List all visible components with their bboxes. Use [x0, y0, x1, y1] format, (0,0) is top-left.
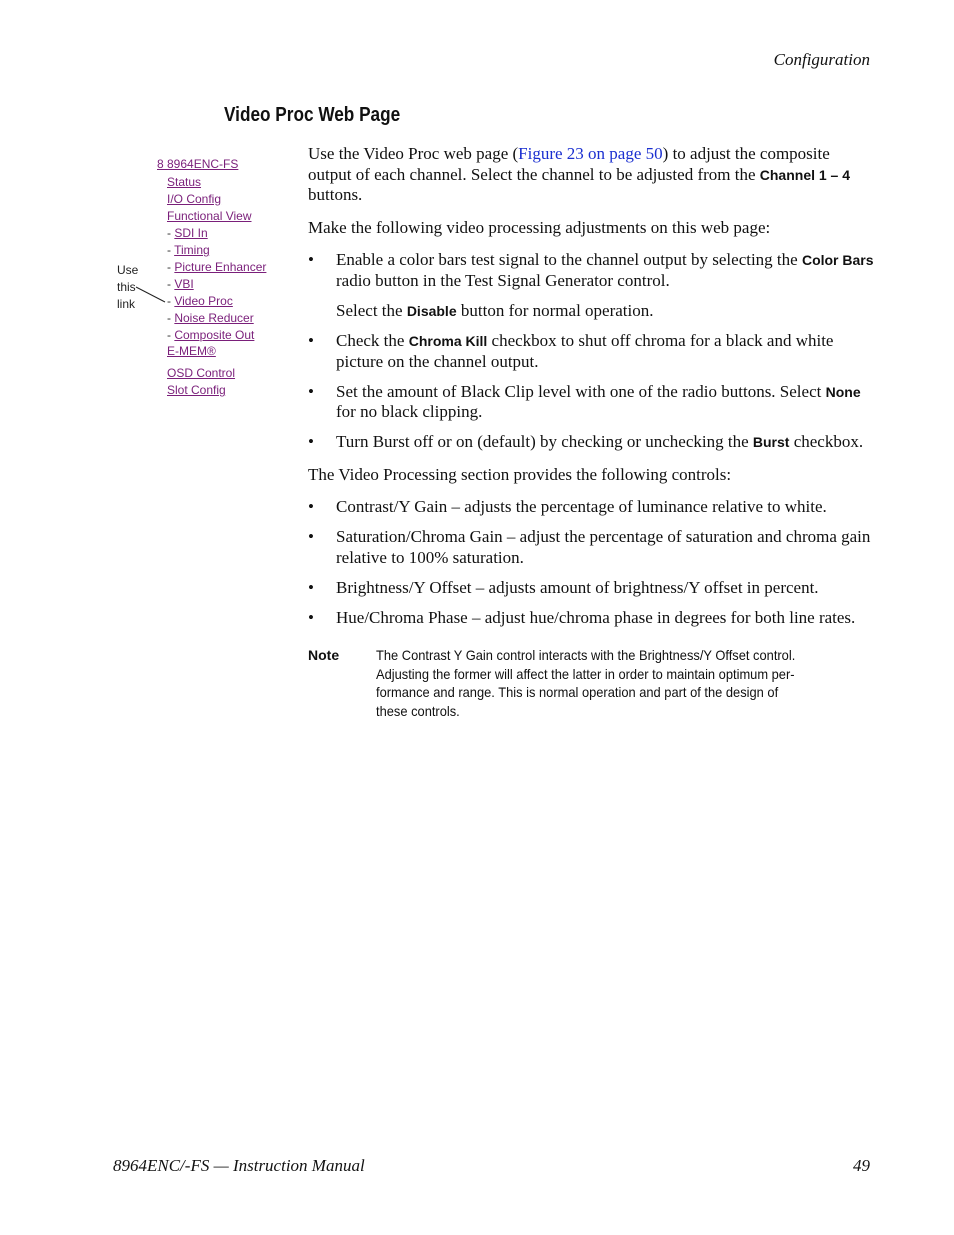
running-header: Configuration	[773, 50, 870, 69]
nav-link-sdi-in[interactable]: SDI In	[174, 226, 208, 240]
intro-text: Use the Video Proc web page (	[308, 144, 519, 163]
nav-prefix: -	[167, 226, 175, 240]
adjustment-text: Select the	[336, 301, 407, 320]
adjustment-text: Set the amount of Black Clip level with one of the radio buttons. Select	[336, 381, 826, 401]
bullet-icon: •	[308, 331, 314, 350]
callout-line-2: this	[117, 280, 136, 294]
note-label: Note	[308, 647, 340, 663]
adjustment-color-bars	[308, 250, 874, 322]
nav-link-status[interactable]: Status	[167, 175, 202, 189]
adjustment-text: for no black clipping.	[336, 402, 483, 421]
section-title: Video Proc Web Page	[224, 104, 401, 126]
note-text: The Contrast Y Gain control interacts with the Brightness/Y Offset control. Adjusting the former will affect the latter in order to maintain optimum per-formance and range. This is normal operation and part of the design of these controls.	[376, 647, 796, 719]
control-text: Hue/Chroma Phase – adjust hue/chroma phase in degrees for both line rates.	[336, 607, 856, 627]
adjustment-burst	[308, 432, 874, 453]
note-block	[308, 646, 874, 720]
nav-link-timing[interactable]: Timing	[174, 243, 210, 257]
nav-prefix: -	[167, 294, 175, 308]
channel-buttons-label: Channel 1 – 4	[759, 166, 851, 183]
nav-link-noise-reducer[interactable]: Noise Reducer	[174, 311, 254, 325]
control-brightness	[308, 578, 874, 599]
control-contrast	[308, 497, 874, 518]
nav-link-osd-control[interactable]: OSD Control	[167, 366, 236, 380]
intro-text: ) to adjust the composite output of each channel. Select the channel to be adjusted from the	[308, 144, 830, 184]
adjustment-text: Enable a color bars test signal to the channel output by selecting the	[336, 250, 802, 269]
nav-prefix: -	[167, 243, 175, 257]
bullet-icon: •	[308, 250, 314, 269]
disable-label: Disable	[406, 303, 457, 319]
bullet-icon: •	[308, 432, 314, 451]
intro-text: buttons.	[308, 185, 363, 204]
nav-prefix: -	[167, 260, 175, 274]
make-following-paragraph: Make the following video processing adjustments on this web page:	[308, 217, 771, 237]
adjustment-text: Turn Burst off or on (default) by checking or unchecking the	[336, 432, 753, 451]
adjustment-text: button for normal operation.	[456, 301, 654, 320]
color-bars-label: Color Bars	[801, 252, 874, 268]
control-hue	[308, 608, 874, 629]
control-saturation	[308, 527, 874, 568]
callout-line-3: link	[117, 297, 136, 311]
none-label: None	[825, 383, 861, 400]
nav-figure	[110, 156, 300, 406]
nav-link-e-mem[interactable]: E-MEM®	[167, 344, 216, 358]
bullet-icon: •	[308, 607, 314, 627]
nav-link-slot-config[interactable]: Slot Config	[167, 383, 226, 397]
adjustment-black-clip	[308, 382, 874, 423]
adjustments-list	[308, 250, 874, 453]
controls-list	[308, 497, 874, 628]
nav-prefix: -	[167, 328, 175, 342]
control-text: Contrast/Y Gain – adjusts the percentage of luminance relative to white.	[336, 497, 827, 516]
body-text	[308, 144, 874, 720]
footer-page-number: 49	[853, 1156, 870, 1175]
control-text: Saturation/Chroma Gain – adjust the percentage of saturation and chroma gain relative to 100% saturation.	[336, 527, 871, 567]
bullet-icon: •	[308, 527, 314, 546]
chroma-kill-label: Chroma Kill	[408, 333, 488, 349]
adjustment-chroma-kill	[308, 331, 874, 372]
nav-link-functional-view[interactable]: Functional View	[167, 209, 252, 223]
callout-leader-line	[110, 156, 300, 406]
figure-xref-link[interactable]: Figure 23 on page 50	[518, 144, 663, 163]
adjustment-text: radio button in the Test Signal Generator control.	[336, 270, 670, 290]
control-text: Brightness/Y Offset – adjusts amount of brightness/Y offset in percent.	[336, 577, 819, 597]
adjustment-text: checkbox.	[789, 432, 864, 451]
nav-link-device[interactable]: 8 8964ENC-FS	[157, 157, 239, 171]
controls-intro-paragraph: The Video Processing section provides the following controls:	[308, 464, 732, 484]
adjustment-text: Check the	[336, 331, 409, 350]
bullet-icon: •	[308, 381, 314, 401]
nav-link-io-config[interactable]: I/O Config	[167, 192, 222, 206]
disable-paragraph	[336, 301, 874, 322]
burst-label: Burst	[752, 434, 790, 450]
intro-paragraph	[308, 144, 874, 206]
nav-prefix: -	[167, 311, 175, 325]
adjustment-text: checkbox to shut off chroma for a black and white picture on the channel output.	[336, 331, 834, 371]
nav-link-composite-out[interactable]: Composite Out	[174, 328, 255, 342]
footer-manual-title: 8964ENC/-FS — Instruction Manual	[113, 1156, 365, 1175]
nav-link-video-proc[interactable]: Video Proc	[174, 294, 233, 308]
nav-link-vbi[interactable]: VBI	[174, 277, 194, 291]
nav-prefix: -	[167, 277, 175, 291]
bullet-icon: •	[308, 497, 314, 516]
bullet-icon: •	[308, 577, 314, 597]
nav-link-picture-enhancer[interactable]: Picture Enhancer	[174, 260, 267, 274]
callout-line-1: Use	[117, 263, 139, 277]
